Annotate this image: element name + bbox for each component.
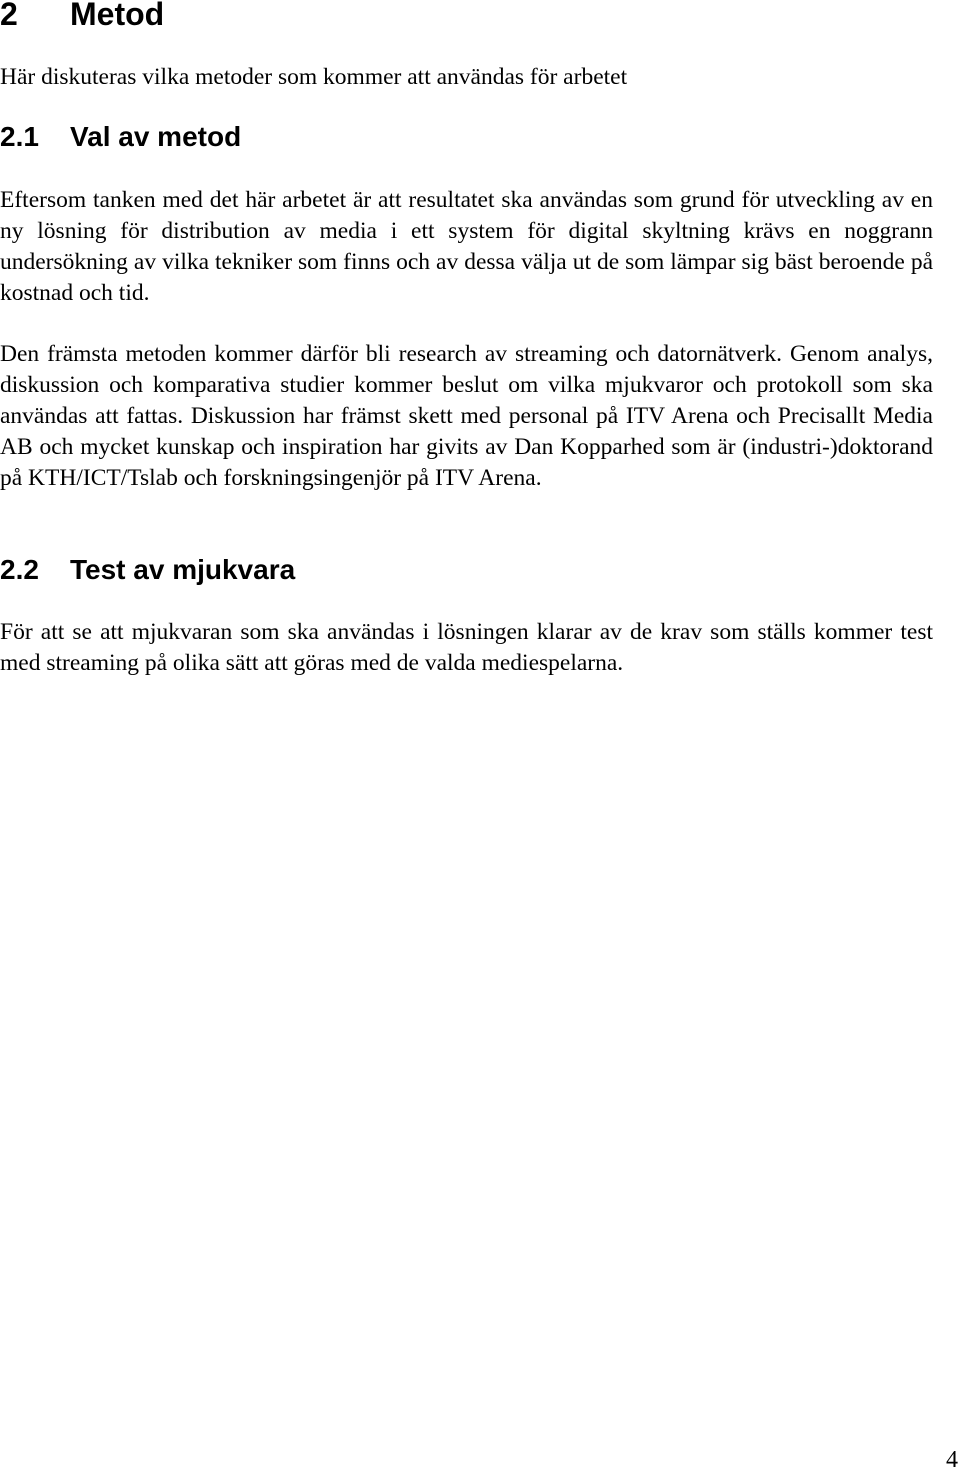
- section-paragraph: För att se att mjukvaran som ska användas i lösningen klarar av de krav som ställs kommer test med streaming på olika sätt att göras med de valda mediespelarna.: [0, 619, 933, 676]
- chapter-title: Metod: [70, 0, 165, 32]
- section-number: 2.1: [0, 121, 39, 152]
- chapter-intro: Här diskuteras vilka metoder som kommer att användas för arbetet: [0, 64, 628, 90]
- section-paragraph: Eftersom tanken med det här arbetet är att resultatet ska användas som grund för utveckling av en ny lösning för distribution av media i ett system för digital skyltning krävs en noggrann undersökning av vilka tekniker som finns och av dessa välja ut de som lämpar sig bäst beroende på kostnad och tid.: [0, 187, 933, 306]
- chapter-number: 2: [0, 0, 18, 32]
- page-number: 4: [946, 1447, 958, 1473]
- section-title: Val av metod: [70, 121, 242, 152]
- section-heading-test-av-mjukvara: [0, 553, 295, 587]
- section-title: Test av mjukvara: [70, 554, 296, 585]
- section-number: 2.2: [0, 554, 39, 585]
- section-heading-val-av-metod: [0, 120, 241, 154]
- chapter-heading: [0, 0, 164, 34]
- section-paragraph: Den främsta metoden kommer därför bli research av streaming och datornätverk. Genom analys, diskussion och komparativa studier kommer beslut om vilka mjukvaror och protokoll som ska användas att fattas. Diskussion har främst skett med personal på ITV Arena och Precisallt Media AB och mycket kunskap och inspiration har givits av Dan Kopparhed som är (industri-)doktorand på KTH/ICT/Tslab och forskningsingenjör på ITV Arena.: [0, 341, 933, 491]
